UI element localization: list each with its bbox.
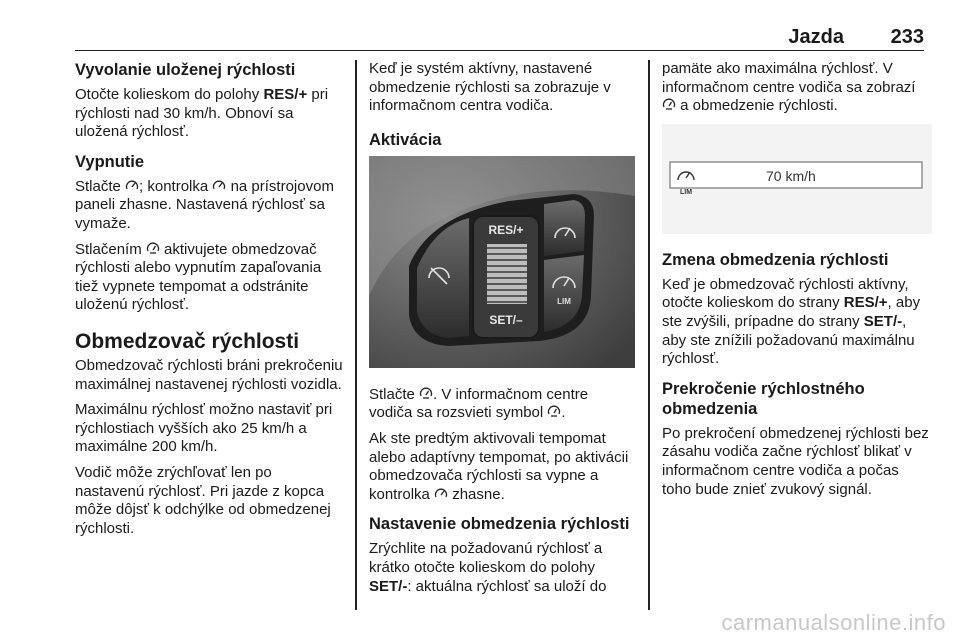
text-bold: SET/- [369,577,408,595]
heading-change: Zmena obmedzenia rýchlosti [662,250,889,269]
speed-value: 70 km/h [766,167,816,184]
speed-limiter-icon [662,97,676,114]
paragraph [369,430,635,504]
res-label: RES/+ [488,222,524,237]
text: Zrýchlite na požadovanú rýchlosť a krátko otočte kolieskom do polohy [369,540,603,576]
cruise-control-icon [125,178,139,195]
heading-limiter: Obmedzovač rýchlosti [75,329,300,353]
heading-setting: Nastavenie obmedzenia rýchlosti [369,515,630,534]
paragraph [75,86,343,142]
lim-label: LIM [557,296,571,306]
column-divider [648,60,650,610]
text: na prístrojovom paneli zhasne. Nastavená rýchlosť sa vymaže. [75,177,334,232]
text: Otočte kolieskom do polohy [75,86,264,103]
cruise-control-icon [212,178,226,195]
heading-off: Vypnutie [75,152,145,171]
heading-exceed: Prekročenie rýchlostného obmedzenia [662,379,865,418]
paragraph [662,276,932,369]
paragraph [369,540,635,596]
text: . V informačnom centre vodiča sa rozsvieti symbol [369,385,589,422]
paragraph [369,386,635,423]
paragraph [75,241,343,315]
text: aktivujete obmedzovač rýchlosti alebo vypnutím zapaľovania tiež vypnete tempomat a odstránite uloženú rýchlosť. [75,240,322,314]
text: Stlačte [369,385,420,403]
watermark: carmanualsonline.info [721,610,946,635]
column-2 [369,60,635,603]
section-title: Jazda [788,26,844,48]
paragraph: Obmedzovač rýchlosti bráni prekročeniu maximálnej nastavenej rýchlosti vozidla. [75,356,343,393]
paragraph [662,60,932,116]
column-3 [662,60,932,506]
text: Stlačte [75,177,126,195]
paragraph: Keď je systém aktívny, nastavené obmedzenie rýchlosti sa zobrazuje v informačnom centra vodiča. [369,60,611,115]
cruise-control-icon [434,486,448,503]
driver-info-display-figure [662,124,932,234]
paragraph: Vodič môže zrýchľovať len po nastavenú rýchlosť. Pri jazde z kopca môže dôjsť k odchýlke od obmedzenej rýchlosti. [75,463,331,537]
text: pamäte ako maximálna rýchlosť. V informačnom centre vodiča sa zobrazí [662,60,916,96]
paragraph: Po prekročení obmedzenej rýchlosti bez zásahu vodiča začne rýchlosť blikať v informačnom centre vodiča a počas toho bude znieť zvukový signál. [662,424,929,498]
text: Ak ste predtým aktivovali tempomat alebo adaptívny tempomat, po aktivácii obmedzovača rýchlosti sa vypne a kontrolka [369,429,629,503]
text-bold: SET/- [863,312,903,330]
steering-wheel-controls-figure [369,156,635,368]
column-1 [75,60,343,545]
speed-limiter-icon [419,386,433,403]
set-label: SET/– [489,312,523,327]
paragraph: Maximálnu rýchlosť možno nastaviť pri rýchlostiach vyšších ako 25 km/h a maximálne 200 km/h. [75,401,333,456]
column-divider [355,60,357,610]
speed-limiter-icon [146,241,160,258]
thumbwheel [487,244,527,304]
text-bold: RES/+ [263,86,308,103]
speed-limiter-icon [547,404,561,421]
text: : aktuálna rýchlosť sa uloží do [407,577,607,595]
text: Stlačením [75,240,146,258]
text: , aby ste zvýšili, prípadne do strany [662,294,921,330]
page-header [75,20,924,51]
text: zhasne. [448,485,505,503]
paragraph [75,178,343,234]
text: Keď je obmedzovač rýchlosti aktívny, otočte kolieskom do strany [662,275,909,312]
text-bold: RES/+ [843,294,888,312]
lim-label: LIM [679,188,693,196]
text: , aby ste znížili požadovanú maximálnu rýchlosť. [662,312,915,368]
text: pri rýchlosti nad 30 km/h. Obnoví sa uložená rýchlosť. [75,86,329,141]
heading-activation: Aktivácia [369,130,442,149]
text: . [561,404,566,422]
text: a obmedzenie rýchlosti. [676,97,838,115]
heading-recall: Vyvolanie uloženej rýchlosti [75,61,296,79]
text: ; kontrolka [139,177,213,195]
page-number: 233 [890,26,924,48]
